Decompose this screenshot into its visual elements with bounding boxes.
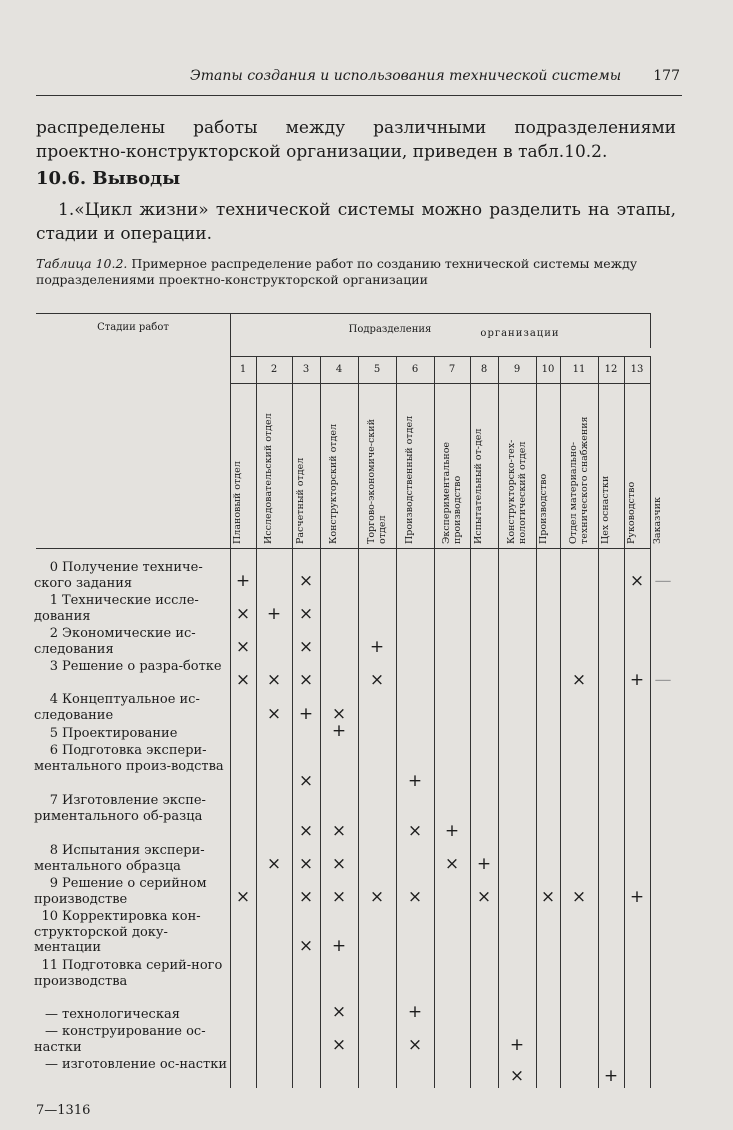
number-row-rule <box>230 356 650 357</box>
right-border-top <box>650 313 651 348</box>
column-label: Отдел материально-технического снабжения <box>568 416 590 544</box>
printer-signature: 7—1316 <box>36 1103 91 1118</box>
cell-mark: + <box>629 887 645 907</box>
cell-mark: × <box>298 670 314 690</box>
cell-mark: × <box>266 704 282 724</box>
column-number: 12 <box>604 364 618 375</box>
table-row <box>34 626 230 657</box>
cell-mark: × <box>331 704 347 724</box>
table-row <box>34 843 230 874</box>
column-label: Производственный отдел <box>404 415 415 544</box>
cell-mark: × <box>629 571 645 591</box>
column-divider <box>624 356 625 1088</box>
stage-label: Решение о разра-ботке <box>62 659 222 674</box>
column-label: Конструкторско-тех-нологический отдел <box>506 439 528 544</box>
stage-label: Проектирование <box>62 726 178 741</box>
column-divider <box>470 356 471 1088</box>
column-label: Производство <box>538 473 549 544</box>
column-divider <box>536 356 537 1088</box>
stage-label: Корректировка кон-структорской доку-ментации <box>34 909 201 955</box>
stage-label: Экономические ис-следования <box>34 626 196 657</box>
cell-mark: × <box>407 821 423 841</box>
header-stages: Стадии работ <box>97 322 169 333</box>
cell-mark: × <box>235 887 251 907</box>
table-top-rule <box>36 313 650 314</box>
cell-mark: + <box>266 604 282 624</box>
column-number: 9 <box>513 364 521 375</box>
cell-mark: + <box>407 1002 423 1022</box>
table-caption <box>36 256 676 288</box>
table-row <box>34 958 230 989</box>
cell-mark: — <box>654 571 672 591</box>
cell-mark: × <box>298 571 314 591</box>
stage-number: 2 <box>49 626 58 641</box>
section-heading: 10.6. Выводы <box>36 168 181 189</box>
stage-number: — <box>45 1057 58 1072</box>
cell-mark: × <box>298 771 314 791</box>
cell-mark: × <box>331 1002 347 1022</box>
column-label: Экспериментальное производство <box>441 441 463 544</box>
cell-mark: + <box>369 637 385 657</box>
column-number: 10 <box>541 364 555 375</box>
cell-mark: × <box>298 637 314 657</box>
cell-mark: + <box>444 821 460 841</box>
stage-label: Испытания экспери-ментального образца <box>34 843 205 874</box>
table-row <box>34 1057 230 1073</box>
cell-mark: × <box>298 936 314 956</box>
table-row <box>34 593 230 624</box>
column-number: 13 <box>630 364 644 375</box>
cell-mark: + <box>603 1066 619 1086</box>
cell-mark: × <box>266 854 282 874</box>
cell-mark: + <box>298 704 314 724</box>
stage-label: Подготовка серий-ного производства <box>34 958 223 989</box>
cell-mark: × <box>266 670 282 690</box>
cell-mark: + <box>509 1035 525 1055</box>
cell-mark: × <box>407 887 423 907</box>
cell-mark: × <box>571 670 587 690</box>
column-divider <box>598 356 599 1088</box>
cell-mark: × <box>331 854 347 874</box>
stage-label: Изготовление экспе-риментального об-разца <box>34 793 206 824</box>
column-divider <box>320 356 321 1088</box>
table-row <box>34 726 230 742</box>
table-row <box>34 793 230 824</box>
cell-mark: × <box>298 854 314 874</box>
cell-mark: + <box>331 721 347 741</box>
column-number: 1 <box>239 364 247 375</box>
column-label: Цех оснастки <box>600 475 611 544</box>
stage-number: 8 <box>49 843 58 858</box>
stage-number: 11 <box>41 958 58 973</box>
stage-label: Решение о серийном производстве <box>34 876 207 907</box>
table-caption-text: Примерное распределение работ по созданию технической системы между подразделениями проектно-конструкторской организации <box>36 256 638 287</box>
stage-number: 7 <box>49 793 58 808</box>
cell-mark: × <box>540 887 556 907</box>
column-number: 4 <box>335 364 343 375</box>
table-header-bottom-rule <box>36 548 650 549</box>
column-divider <box>560 356 561 1088</box>
header-organization: организации <box>480 328 560 339</box>
cell-mark: × <box>235 604 251 624</box>
stage-label: изготовление ос-настки <box>62 1057 228 1072</box>
column-divider <box>256 356 257 1088</box>
stage-label: Получение техниче-ского задания <box>34 560 203 591</box>
column-label: Испытательный от-дел <box>473 428 484 544</box>
column-label: Исследовательский отдел <box>263 413 274 544</box>
stage-number: 4 <box>49 692 58 707</box>
page-number: 177 <box>653 68 680 84</box>
cell-mark: × <box>331 887 347 907</box>
cell-mark: × <box>331 1035 347 1055</box>
column-number: 8 <box>480 364 488 375</box>
cell-mark: × <box>235 637 251 657</box>
stage-number: 1 <box>49 593 58 608</box>
cell-mark: × <box>298 821 314 841</box>
column-label: Плановый отдел <box>232 461 243 544</box>
table-row <box>34 1024 230 1055</box>
table-row <box>34 560 230 591</box>
stage-number: — <box>45 1007 58 1022</box>
cell-mark: + <box>476 854 492 874</box>
column-divider <box>396 356 397 1088</box>
column-label: Заказчик <box>652 497 663 544</box>
column-label: Руководство <box>626 481 637 544</box>
stage-number: 6 <box>49 743 58 758</box>
stage-label: Концептуальное ис-следование <box>34 692 200 723</box>
cell-mark: + <box>235 571 251 591</box>
table-caption-label: Таблица 10.2. <box>36 256 128 271</box>
cell-mark: × <box>476 887 492 907</box>
stage-number: 5 <box>49 726 58 741</box>
column-divider <box>292 356 293 1088</box>
stage-label: Подготовка экспери-ментального произ-водства <box>34 743 224 774</box>
stage-label: конструирование ос-настки <box>34 1024 206 1055</box>
column-divider <box>498 356 499 1088</box>
table-row <box>34 692 230 723</box>
cell-mark: × <box>407 1035 423 1055</box>
table-row <box>34 1007 230 1023</box>
cell-mark: — <box>654 670 672 690</box>
cell-mark: × <box>444 854 460 874</box>
stage-number: 10 <box>41 909 58 924</box>
cell-mark: × <box>298 604 314 624</box>
stage-number: 3 <box>49 659 58 674</box>
cell-mark: + <box>407 771 423 791</box>
cell-mark: + <box>331 936 347 956</box>
cell-mark: × <box>235 670 251 690</box>
stage-number: 0 <box>49 560 58 575</box>
header-rule <box>36 95 682 96</box>
column-number: 6 <box>411 364 419 375</box>
number-row-bottom-rule <box>230 383 650 384</box>
column-divider <box>434 356 435 1088</box>
column-label: Конструкторский отдел <box>328 423 339 544</box>
cell-mark: × <box>369 670 385 690</box>
stage-number: 9 <box>49 876 58 891</box>
column-number: 2 <box>270 364 278 375</box>
column-label: Расчетный отдел <box>295 457 306 544</box>
column-label: Торгово-экономиче-ский отдел <box>366 419 388 544</box>
column-divider <box>650 356 651 1088</box>
running-title: Этапы создания и использования технической системы <box>190 68 622 84</box>
table-row <box>34 876 230 907</box>
column-number: 5 <box>373 364 381 375</box>
cell-mark: × <box>509 1066 525 1086</box>
cell-mark: × <box>298 887 314 907</box>
table-row <box>34 659 230 675</box>
cell-mark: × <box>331 821 347 841</box>
column-number: 11 <box>572 364 586 375</box>
running-header <box>190 68 680 84</box>
conclusion-paragraph: 1.«Цикл жизни» технической системы можно разделить на этапы, стадии и операции. <box>36 200 676 244</box>
stage-label: технологическая <box>62 1007 180 1022</box>
column-number: 7 <box>448 364 456 375</box>
header-divisions: Подразделения <box>348 324 432 335</box>
stage-label: Технические иссле-дования <box>34 593 199 624</box>
stages-column-border <box>230 313 231 1088</box>
intro-paragraph: распределены работы между различными подразделениями проектно-конструкторской организации, приведен в табл.10.2. <box>36 118 676 162</box>
cell-mark: + <box>629 670 645 690</box>
cell-mark: × <box>369 887 385 907</box>
table-row <box>34 743 230 774</box>
column-number: 3 <box>302 364 310 375</box>
stage-number: — <box>45 1024 58 1039</box>
column-divider <box>358 356 359 1088</box>
table-row <box>34 909 230 956</box>
cell-mark: × <box>571 887 587 907</box>
